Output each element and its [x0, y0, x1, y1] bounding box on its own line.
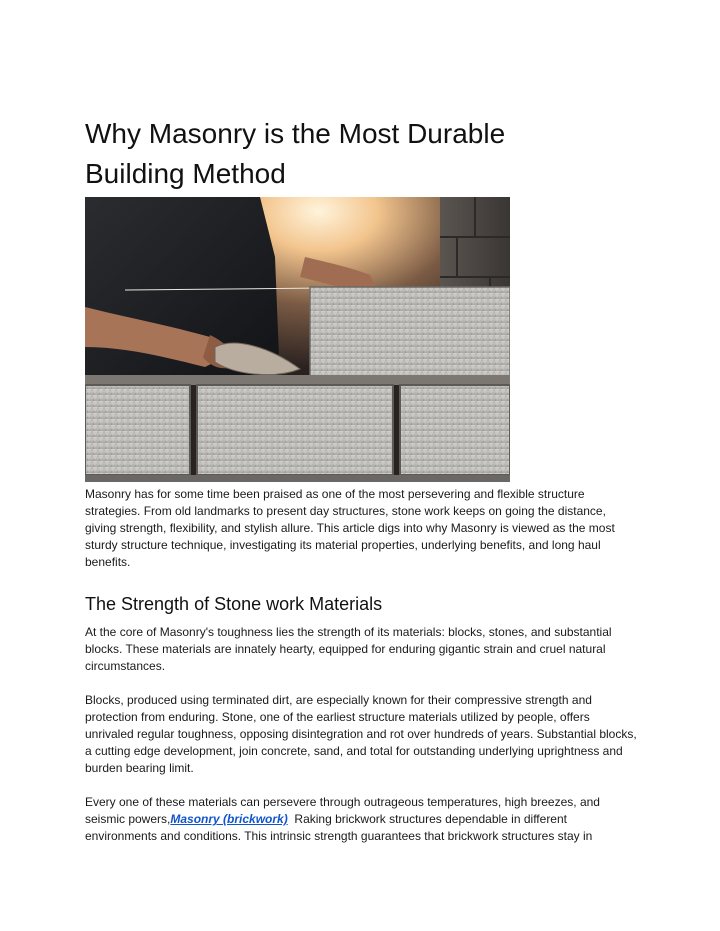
body-paragraph-2: Blocks, produced using terminated dirt, are especially known for their compressive strength and protection from enduring. Stone, one of the earliest structure materials utilized by people, offers unrivaled regular toughness, opposing disintegration and rot over hundreds of years. Substantial blocks, a cutting edge development, join concrete, sand, and total for outstanding underlying uprightness and burden bearing limit.: [85, 693, 637, 775]
body-paragraph-1: At the core of Masonry's toughness lies the strength of its materials: blocks, stones, and substantial blocks. These materials are innately hearty, equipped for enduring gigantic strain and cruel natural circumstances.: [85, 625, 612, 673]
para3-text-before: Every one of these materials can persevere through outrageous temperatures, high breezes, and seismic powers,: [85, 795, 600, 826]
masonry-brickwork-link[interactable]: Masonry (brickwork): [170, 812, 288, 826]
article-title-line-1: Why Masonry is the Most Durable: [85, 118, 506, 149]
article-title-line-2: Building Method: [85, 158, 286, 189]
intro-paragraph: Masonry has for some time been praised as one of the most persevering and flexible structure strategies. From old landmarks to present day structures, stone work keeps on going the distance, giving strength, flexibility, and stylish allure. This article digs into why Masonry is viewed as the most sturdy structure technique, investigating its material properties, underlying benefits, and long haul benefits.: [85, 487, 615, 569]
body-paragraph-3: [85, 794, 637, 845]
section-heading: The Strength of Stone work Materials: [85, 594, 383, 614]
para3-text-after: Raking brickwork structures dependable in different environments and conditions. This intrinsic strength guarantees that brickwork structures stay in: [85, 812, 593, 843]
article-title: [85, 114, 605, 194]
masonry-photo: [85, 197, 510, 482]
